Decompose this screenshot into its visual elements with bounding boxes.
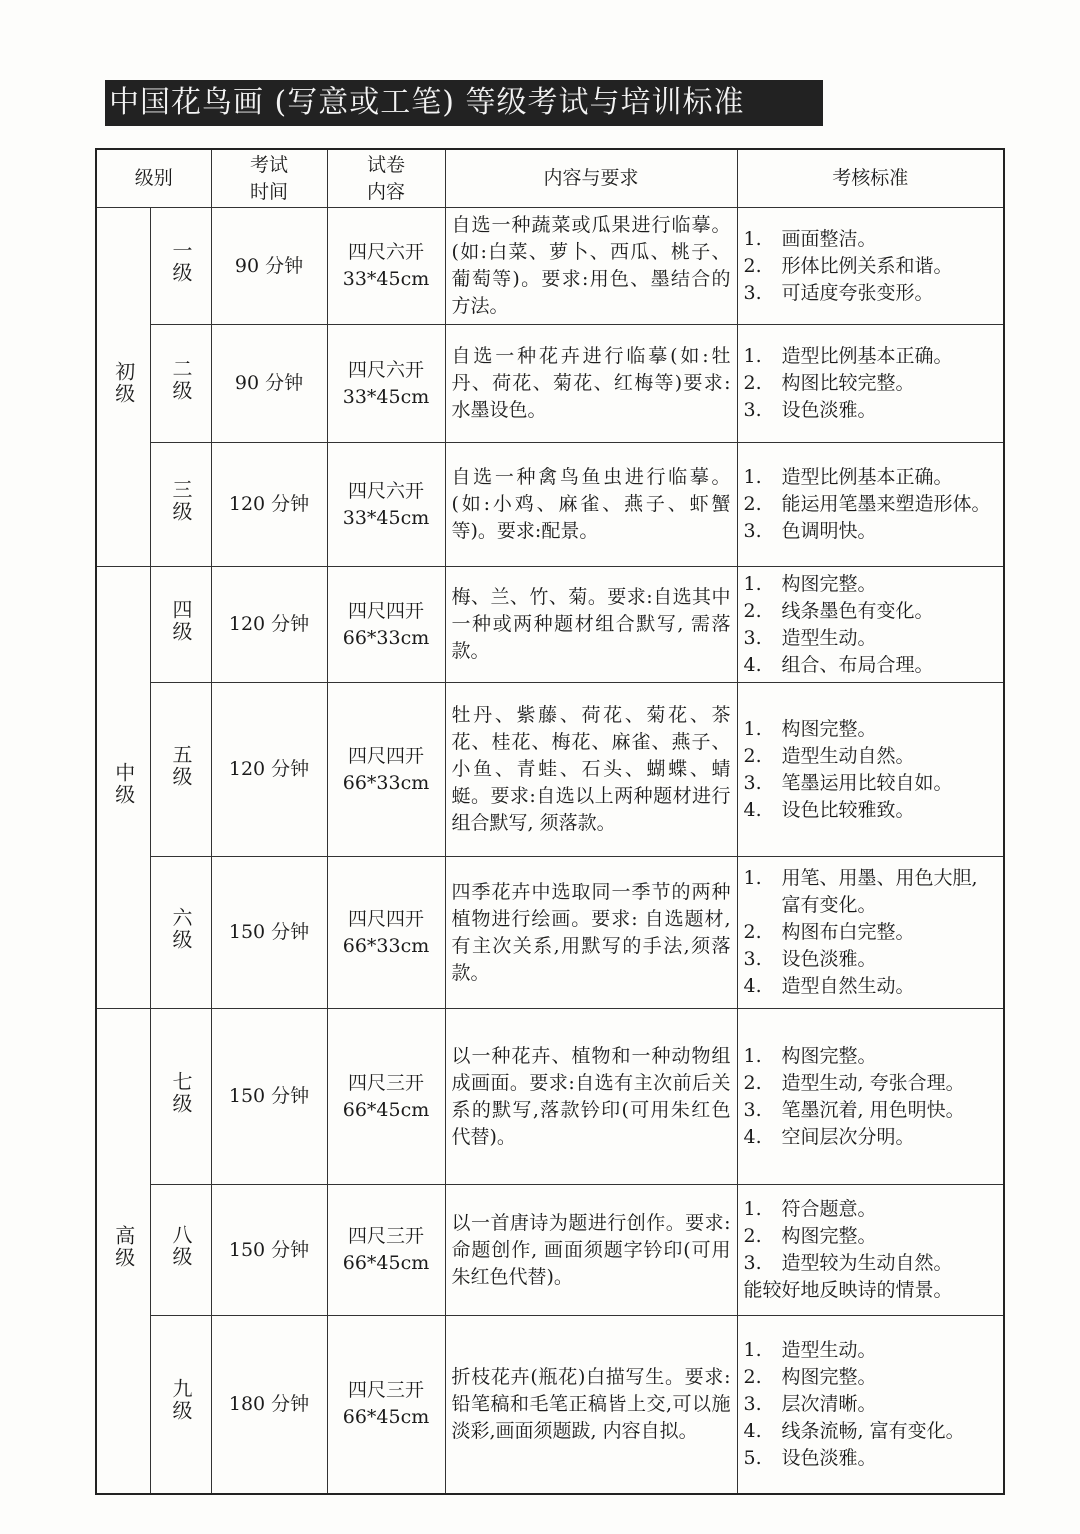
criteria-item [744, 1250, 998, 1277]
criteria-cell [737, 1185, 1004, 1316]
criteria-number: 3. [743, 520, 762, 542]
paper-dimensions: 66*45cm [342, 1406, 430, 1429]
criteria-item [744, 1124, 998, 1151]
content-cell: 牡丹、紫藤、荷花、菊花、茶花、桂花、梅花、麻雀、燕子、小鱼、青蛙、石头、蝴蝶、蜻蜓。要求:自选以上两种题材进行组合默写, 须落款。 [445, 683, 737, 857]
time-cell: 120 分钟 [211, 443, 327, 567]
content-cell: 自选一种禽鸟鱼虫进行临摹。(如:小鸡、麻雀、燕子、虾蟹等)。要求:配景。 [445, 443, 737, 567]
criteria-text: 构图完整。 [781, 1365, 877, 1388]
content-cell: 以一种花卉、植物和一种动物组成画面。要求:自选有主次前后关系的默写,落款钤印(可用朱红色代替)。 [445, 1009, 737, 1185]
level-cell [150, 208, 211, 325]
criteria-item [744, 253, 998, 280]
criteria-item [744, 625, 998, 652]
criteria-cell [737, 325, 1004, 443]
time-cell: 180 分钟 [211, 1316, 327, 1494]
header-row [96, 149, 1004, 208]
group-label: 初级 [111, 361, 136, 405]
criteria-text: 色调明快。 [781, 520, 877, 542]
criteria-text: 造型较为生动自然。 [781, 1252, 953, 1274]
header-paper: 试卷 内容 [327, 149, 445, 208]
criteria-number: 1. [743, 1198, 762, 1220]
criteria-item [744, 770, 998, 797]
paper-size: 四尺四开 [348, 744, 425, 767]
paper-dimensions: 66*33cm [342, 626, 430, 649]
criteria-number: 3. [743, 399, 762, 421]
criteria-number: 2. [743, 1071, 762, 1094]
level-label: 九级 [169, 1378, 193, 1423]
level-label: 六级 [169, 906, 193, 951]
criteria-text: 设色淡雅。 [781, 1446, 877, 1469]
criteria-item [744, 1043, 998, 1070]
criteria-number: 3. [743, 948, 762, 970]
table-row [96, 1185, 1004, 1316]
content-cell: 以一首唐诗为题进行创作。要求: 命题创作, 画面须题字钤印(可用朱红色代替)。 [445, 1185, 737, 1316]
criteria-number: 2. [743, 254, 762, 277]
criteria-number: 4. [743, 653, 762, 676]
paper-cell [327, 857, 445, 1009]
criteria-number: 4. [743, 975, 762, 997]
table-row [96, 1316, 1004, 1494]
time-cell: 150 分钟 [211, 1185, 327, 1316]
criteria-cell [737, 683, 1004, 857]
criteria-text: 设色淡雅。 [781, 948, 877, 970]
criteria-number: 2. [743, 921, 762, 943]
criteria-text: 构图完整。 [781, 1225, 877, 1247]
criteria-item [744, 865, 998, 919]
group-label: 高级 [111, 1224, 136, 1269]
level-label: 三级 [169, 478, 193, 523]
criteria-text: 用笔、用墨、用色大胆, 富有变化。 [781, 867, 978, 916]
group-cell [96, 1009, 150, 1494]
paper-size: 四尺六开 [348, 358, 425, 381]
criteria-item [744, 280, 998, 307]
criteria-cell [737, 1316, 1004, 1494]
level-label: 二级 [169, 357, 193, 402]
paper-cell [327, 1009, 445, 1185]
group-label: 中级 [111, 761, 136, 806]
paper-cell [327, 1185, 445, 1316]
criteria-item [744, 571, 998, 598]
criteria-item [744, 1223, 998, 1250]
level-label: 五级 [169, 743, 193, 788]
criteria-text: 构图比较完整。 [781, 372, 915, 394]
time-cell: 90 分钟 [211, 208, 327, 325]
table-body [96, 208, 1004, 1494]
criteria-item [744, 1337, 998, 1364]
criteria-text: 画面整洁。 [781, 227, 877, 250]
paper-cell [327, 1316, 445, 1494]
criteria-number: 1. [743, 717, 762, 740]
group-cell [96, 567, 150, 1009]
criteria-number: 3. [743, 1392, 762, 1415]
level-cell [150, 857, 211, 1009]
criteria-number: 4. [743, 798, 762, 821]
criteria-item [744, 973, 998, 1000]
criteria-note: 能较好地反映诗的情景。 [743, 1279, 953, 1301]
criteria-item [744, 1196, 998, 1223]
criteria-cell [737, 1009, 1004, 1185]
criteria-text: 造型生动, 夸张合理。 [781, 1071, 965, 1094]
criteria-cell [737, 857, 1004, 1009]
header-level: 级别 [96, 149, 211, 208]
criteria-text: 层次清晰。 [781, 1392, 877, 1415]
content-cell: 四季花卉中选取同一季节的两种植物进行绘画。要求: 自选题材, 有主次关系,用默写的手法,须落款。 [445, 857, 737, 1009]
criteria-number: 1. [743, 466, 762, 488]
criteria-text: 组合、布局合理。 [781, 653, 934, 676]
criteria-item [744, 1097, 998, 1124]
criteria-item [744, 1445, 998, 1472]
header-criteria: 考核标准 [737, 149, 1004, 208]
paper-dimensions: 66*33cm [342, 934, 430, 957]
criteria-item [744, 491, 998, 518]
criteria-item [744, 226, 998, 253]
criteria-number: 2. [743, 372, 762, 394]
header-content: 内容与要求 [445, 149, 737, 208]
criteria-text: 造型比例基本正确。 [781, 466, 953, 488]
header-time: 考试 时间 [211, 149, 327, 208]
criteria-text: 能运用笔墨来塑造形体。 [781, 493, 991, 515]
criteria-text: 线条流畅, 富有变化。 [781, 1419, 965, 1442]
criteria-item [744, 1070, 998, 1097]
criteria-item [744, 919, 998, 946]
criteria-number: 2. [743, 744, 762, 767]
criteria-item [744, 343, 998, 370]
paper-size: 四尺六开 [348, 479, 425, 502]
criteria-text: 笔墨沉着, 用色明快。 [781, 1098, 965, 1121]
criteria-item [744, 1391, 998, 1418]
table-row [96, 1009, 1004, 1185]
paper-dimensions: 66*45cm [342, 1098, 430, 1121]
criteria-cell [737, 208, 1004, 325]
criteria-text: 造型自然生动。 [781, 975, 915, 997]
criteria-text: 构图完整。 [781, 1044, 877, 1067]
paper-cell [327, 443, 445, 567]
paper-dimensions: 33*45cm [342, 385, 430, 408]
table-row [96, 443, 1004, 567]
paper-dimensions: 33*45cm [342, 506, 430, 529]
level-cell [150, 1185, 211, 1316]
criteria-text: 形体比例关系和谐。 [781, 254, 953, 277]
criteria-text: 造型生动。 [781, 1338, 877, 1361]
table-row [96, 683, 1004, 857]
paper-cell [327, 208, 445, 325]
criteria-number: 1. [743, 345, 762, 367]
level-cell [150, 443, 211, 567]
criteria-text: 构图完整。 [781, 717, 877, 740]
criteria-number: 5. [743, 1446, 762, 1469]
criteria-item [744, 397, 998, 424]
table-row [96, 857, 1004, 1009]
paper-size: 四尺三开 [348, 1071, 425, 1094]
content-cell: 折枝花卉(瓶花)白描写生。要求:铅笔稿和毛笔正稿皆上交,可以施淡彩,画面须题跋, 内容自拟。 [445, 1316, 737, 1494]
time-cell: 150 分钟 [211, 1009, 327, 1185]
standards-table [95, 148, 1005, 1495]
level-label: 一级 [169, 240, 193, 284]
paper-size: 四尺四开 [348, 599, 425, 622]
criteria-text: 符合题意。 [781, 1198, 877, 1220]
level-cell [150, 325, 211, 443]
criteria-text: 构图布白完整。 [781, 921, 915, 943]
criteria-text: 可适度夸张变形。 [781, 281, 934, 304]
content-cell: 自选一种蔬菜或瓜果进行临摹。(如:白菜、萝卜、西瓜、桃子、葡萄等)。要求:用色、墨结合的方法。 [445, 208, 737, 325]
criteria-number: 1. [743, 867, 762, 889]
criteria-cell [737, 443, 1004, 567]
criteria-number: 3. [743, 626, 762, 649]
criteria-text: 线条墨色有变化。 [781, 599, 934, 622]
criteria-number: 3. [743, 771, 762, 794]
level-cell [150, 683, 211, 857]
criteria-number: 2. [743, 599, 762, 622]
level-label: 七级 [169, 1070, 193, 1115]
criteria-number: 4. [743, 1419, 762, 1442]
criteria-text: 设色比较雅致。 [781, 798, 915, 821]
table-row [96, 208, 1004, 325]
paper-cell [327, 325, 445, 443]
paper-dimensions: 33*45cm [342, 268, 430, 290]
criteria-text: 造型比例基本正确。 [781, 345, 953, 367]
paper-size: 四尺六开 [348, 241, 425, 263]
level-cell [150, 1316, 211, 1494]
criteria-item [744, 370, 998, 397]
time-cell: 150 分钟 [211, 857, 327, 1009]
criteria-text: 空间层次分明。 [781, 1125, 915, 1148]
criteria-text: 设色淡雅。 [781, 399, 877, 421]
paper-size: 四尺三开 [348, 1379, 425, 1402]
criteria-item [744, 598, 998, 625]
criteria-text: 造型生动。 [781, 626, 877, 649]
criteria-item [744, 1364, 998, 1391]
criteria-number: 2. [743, 1365, 762, 1388]
table-row [96, 567, 1004, 683]
level-label: 四级 [169, 598, 193, 643]
criteria-item [744, 797, 998, 824]
content-cell: 自选一种花卉进行临摹(如:牡丹、荷花、菊花、红梅等)要求: 水墨设色。 [445, 325, 737, 443]
criteria-number: 1. [743, 1044, 762, 1067]
criteria-item [744, 716, 998, 743]
group-cell [96, 208, 150, 567]
paper-dimensions: 66*33cm [342, 771, 430, 794]
level-label: 八级 [169, 1224, 193, 1268]
criteria-number: 2. [743, 1225, 762, 1247]
criteria-number: 4. [743, 1125, 762, 1148]
paper-size: 四尺三开 [348, 1225, 425, 1247]
criteria-number: 3. [743, 1252, 762, 1274]
criteria-number: 3. [743, 281, 762, 304]
criteria-item [744, 946, 998, 973]
criteria-number: 3. [743, 1098, 762, 1121]
criteria-item [744, 464, 998, 491]
time-cell: 120 分钟 [211, 683, 327, 857]
criteria-text: 笔墨运用比较自如。 [781, 771, 953, 794]
paper-size: 四尺四开 [348, 907, 425, 930]
criteria-text: 构图完整。 [781, 572, 877, 595]
paper-cell [327, 567, 445, 683]
criteria-number: 1. [743, 572, 762, 595]
level-cell [150, 1009, 211, 1185]
criteria-number: 2. [743, 493, 762, 515]
paper-cell [327, 683, 445, 857]
content-cell: 梅、兰、竹、菊。要求:自选其中一种或两种题材组合默写, 需落款。 [445, 567, 737, 683]
paper-dimensions: 66*45cm [342, 1252, 430, 1274]
criteria-text: 造型生动自然。 [781, 744, 915, 767]
time-cell: 120 分钟 [211, 567, 327, 683]
criteria-item [744, 652, 998, 679]
table-row [96, 325, 1004, 443]
time-cell: 90 分钟 [211, 325, 327, 443]
criteria-item [744, 518, 998, 545]
criteria-item [744, 743, 998, 770]
criteria-item [744, 1418, 998, 1445]
document-title: 中国花鸟画 (写意或工笔) 等级考试与培训标准 [105, 80, 823, 126]
criteria-number: 1. [743, 227, 762, 250]
level-cell [150, 567, 211, 683]
criteria-cell [737, 567, 1004, 683]
criteria-number: 1. [743, 1338, 762, 1361]
